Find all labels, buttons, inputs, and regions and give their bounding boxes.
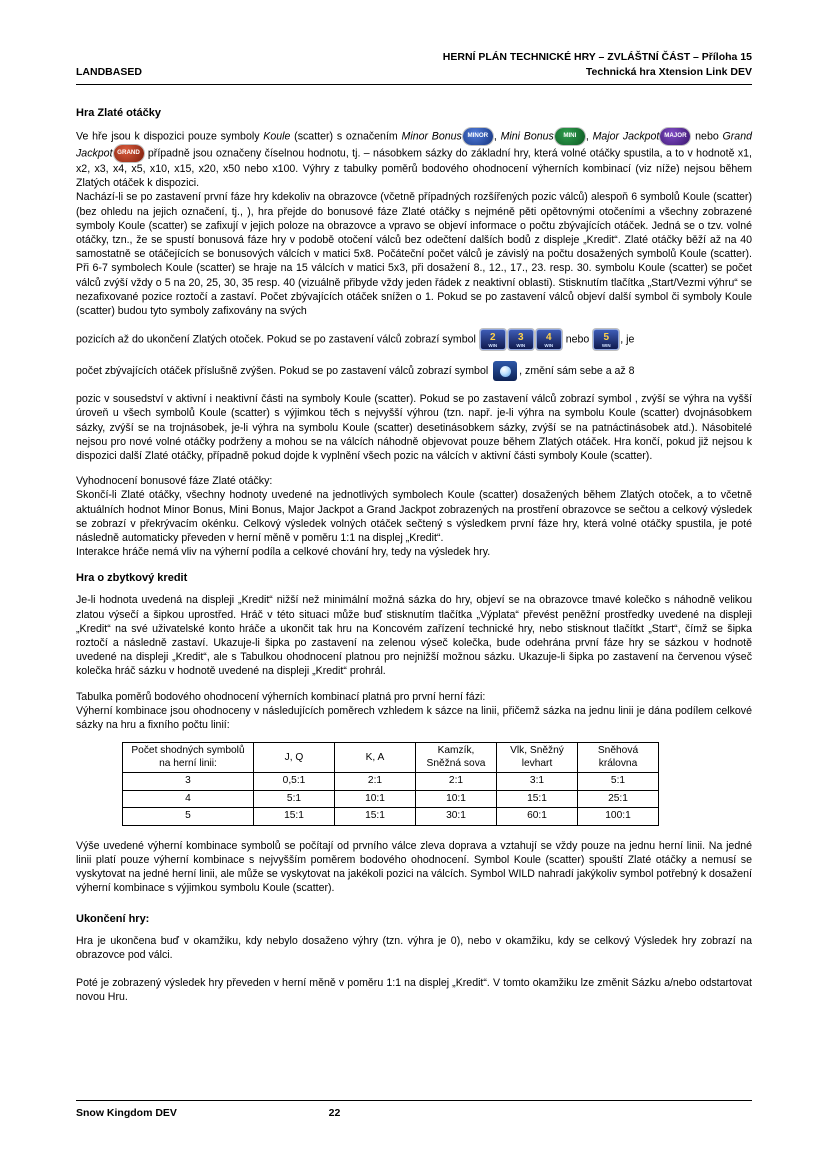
paragraph-residual-credit xyxy=(76,593,752,678)
p1-text-b: (scatter) s označením xyxy=(290,130,402,143)
p9-text: Je-li hodnota uvedená na displeji „Kredit“ nižší než minimální možná sázka do hry, objeví se na obrazovce tmavé kolečko s náhodně velikou zlatou výsečí a šipkou uprostřed. Hráč v této situaci může buď stisknutím tlačítka „Výplata“ převést peněžní prostředky uvedené na displeji „Kredit“ na své uživatelské konto hráče a ukončit tak hru na Koncovém zařízení technické hry, nebo stisknout tlačítkt „Start“, čímž se šipka roztočí a následně zastaví. Ukazuje-li šipka po zastavení na zelenou výseč kolečka, bude odehrána první fáze hry se sázkou v hodnotě uvedené na displeji „Kredit“, ale s Tabulkou ohodnocení platnou pro nejnižší možnou sázku. Ukazuje-li šipka po zastavení na červenou výseč kolečka hráč sázku v hodnotě uvedené na displeji „Kredit“ prohrál. xyxy=(76,594,752,678)
paytable-header-cell: Vlk, Sněžný levhart xyxy=(497,743,578,773)
paragraph-transfer-credit xyxy=(76,976,752,1004)
paytable-cell: 3:1 xyxy=(497,773,578,791)
paytable-header-cell: Kamzík, Sněžná sova xyxy=(416,743,497,773)
header-divider xyxy=(76,84,752,85)
paytable-cell: 10:1 xyxy=(416,790,497,808)
p1-text-d: , xyxy=(585,130,593,143)
p3-text-b: nebo xyxy=(562,333,593,346)
paragraph-player-interaction xyxy=(76,545,752,559)
p1-koule: Koule xyxy=(263,130,291,143)
paragraph-evaluation-heading xyxy=(76,474,752,488)
section-title-zlate-otacky: Hra Zlaté otáčky xyxy=(76,107,161,119)
paytable-cell: 10:1 xyxy=(335,790,416,808)
p1-text-c: , xyxy=(493,130,501,143)
paragraph-paytable-intro xyxy=(76,690,752,704)
paytable-cell: 2:1 xyxy=(416,773,497,791)
paytable-header-cell: J, Q xyxy=(254,743,335,773)
paytable-header-row xyxy=(123,743,659,773)
document-content xyxy=(76,50,752,1004)
p2-text: Nachází-li se po zastavení první fáze hry kdekoliv na obrazovce (včetně případných rozšířených pozic válců) alespoň 6 symbolů Koule (scatter) (bez ohledu na jejich označení, tj., ), hra přejde do bonusové fáze Zlaté otáčky s nejméně pěti opětovnými otočeními a všechny zobrazené symboly Koule (scatter) se zafixují v jejich poloze na obrazovce a vpravo se objeví informace o počtu zbývajících otáček. Jedná se o tzv. volné otáčky, tzn., že se spustí bonusová fáze hry v podobě otočení válců bez odečtení dalších bodů z displeje „Kredit“. Zlaté otáčky běží až na 40 samostatně se otáčejících se bonusových válcích v matici 5x8. Počáteční počet válců je závislý na počtu dosažených symbolů Koule (scatter). Při 6-7 symbolech Koule (scatter) se hraje na 15 válcích v matici 5x3, při dosažení 8., 12., 17., 23. resp. 30. symbolu Koule (scatter) se počet válců zvýší vždy o 5 na 20, 25, 30, 35 resp. 40 (vizuálně přibyde vždy jeden řádek z neaktivní oblasti). Stisknutím tlačítka „Start/Vezmi výhru“ se nezafixované pozice roztočí a zastaví. Počet zbývajících otáček snížen o 1. Pokud se po zastavení válců objeví další symbol či symboly Koule (scatter) budou tyto symboly zafixovány na svých xyxy=(76,191,752,318)
p1-grand-label: Grand Jackpot xyxy=(76,130,752,160)
p13-text: Hra je ukončena buď v okamžiku, kdy nebylo dosaženo výhry (tzn. výhra je 0), nebo v okamžiku, kdy se celkový Výsledek hry zobrazí na obrazovce pod válci. xyxy=(76,934,752,961)
paragraph-spreading-symbol xyxy=(76,361,752,381)
p5-text: pozic v sousedství v aktivní i neaktivní části na symboly Koule (scatter). Pokud se po zastavení válců zobrazí symbol , zvýší se výhra na vyšší úroveň u všech symbolů Koule (scatter) s výjimkou těch s nejvyšší výhrou (tzn. např. je-li výhra na symbolu Koule (scatter) dvojnásobkem sázky, zvýší se na trojnásobek, je-li výhra na symbolu Koule (scatter) desetinásobkem sázky, zvýší se na patnáctinásobek atd.). Násobitelé nejsou pro nové volné otáčky podrženy a mohou se na válcích náhodně objevovat pouze během Zlatých otáček. Hra končí, pokud již nejsou k dispozici další Zlaté otáčky, případně pokud dojde k vyplnění všech pozic na válcích v aktivní části symboly Koule (scatter). xyxy=(76,393,752,463)
paytable-cell: 4 xyxy=(123,790,254,808)
paytable-cell: 5:1 xyxy=(578,773,659,791)
table-row xyxy=(123,808,659,826)
plus4-win-icon: 4 WIN xyxy=(536,329,562,350)
header-title-line2: Technická hra Xtension Link DEV xyxy=(585,66,752,78)
table-row xyxy=(123,790,659,808)
paytable-header-cell: Sněhová královna xyxy=(578,743,659,773)
header-title-line1: HERNÍ PLÁN TECHNICKÉ HRY – ZVLÁŠTNÍ ČÁST – Příloha 15 xyxy=(442,51,752,63)
paytable-cell: 5:1 xyxy=(254,790,335,808)
paytable xyxy=(122,742,659,826)
paytable-cell: 30:1 xyxy=(416,808,497,826)
paytable-cell: 25:1 xyxy=(578,790,659,808)
p6-text: Vyhodnocení bonusové fáze Zlaté otáčky: xyxy=(76,475,273,488)
p1-minor-label: Minor Bonus xyxy=(401,130,462,143)
p1-text-a: Ve hře jsou k dispozici pouze symboly xyxy=(76,130,264,143)
paytable-cell: 100:1 xyxy=(578,808,659,826)
paytable-cell: 2:1 xyxy=(335,773,416,791)
p4-text-a: počet zbývajících otáček příslušně zvýšen. Pokud se po zastavení válců zobrazí symbol xyxy=(76,365,492,378)
p14-text: Poté je zobrazený výsledek hry převeden v herní měně v poměru 1:1 na displej „Kredit“. V tomto okamžiku lze změnit Sázku a/nebo odstartovat novou Hru. xyxy=(76,977,752,1004)
minor-bonus-icon: MINOR xyxy=(463,128,493,145)
section-title-ukonceni-hry: Ukončení hry: xyxy=(76,912,150,925)
mini-bonus-icon: MINI xyxy=(555,128,585,145)
paragraph-bonus-trigger xyxy=(76,190,752,318)
paytable-cell: 3 xyxy=(123,773,254,791)
header-left-label: LANDBASED xyxy=(76,66,142,78)
plus3-win-icon: 3 WIN xyxy=(508,329,534,350)
paragraph-combination-rules xyxy=(76,839,752,896)
p10-text: Tabulka poměrů bodového ohodnocení výherních kombinací platná pro první herní fázi: xyxy=(76,690,486,703)
plus2-win-icon: 2 WIN xyxy=(480,329,506,350)
p1-text-e: nebo xyxy=(691,130,723,143)
p3-text-c: , je xyxy=(620,333,635,346)
paytable-cell: 60:1 xyxy=(497,808,578,826)
paytable-cell: 15:1 xyxy=(335,808,416,826)
p4-text-b: , změní sám sebe a až 8 xyxy=(519,365,635,378)
paytable-header-cell: Počet shodných symbolů na herní linii: xyxy=(123,743,254,773)
section-title-zbytkovy-kredit: Hra o zbytkový kredit xyxy=(76,572,188,585)
footer-title: Snow Kingdom DEV xyxy=(76,1107,177,1119)
paragraph-evaluation-body xyxy=(76,488,752,545)
paragraph-multiplier-upgrade xyxy=(76,392,752,463)
paragraph-game-end xyxy=(76,934,752,962)
p1-major-label: Major Jackpot xyxy=(592,130,660,143)
plus5-win-icon: 5 WIN xyxy=(593,329,619,350)
p3-text-a: pozicích až do ukončení Zlatých otoček. Pokud se po zastavení válců zobrazí symbol xyxy=(76,333,479,346)
table-row xyxy=(123,773,659,791)
paytable-cell: 5 xyxy=(123,808,254,826)
major-jackpot-icon: MAJOR xyxy=(660,128,690,145)
p1-mini-label: Mini Bonus xyxy=(500,130,554,143)
paragraph-symbols-intro xyxy=(76,128,752,190)
p7-text: Skončí-li Zlaté otáčky, všechny hodnoty uvedené na jednotlivých symbolech Koule (scatter) dosažených během Zlatých otoček, a to včetně aktuálních hodnot Minor Bonus, Mini Bonus, Major Jackpot a Grand Jackpot zobrazených na prostření obrazovce se sečtou a celkový výsledek se zobrazí v překrývacím okénku. Celkový výsledek volných otáček sečtený s výsledkem první fáze hry, která volné otáčky spustila, je poté následně automaticky převeden v herní měně v poměru 1:1 na displej „Kredit“. xyxy=(76,489,752,545)
koule-scatter-icon xyxy=(493,361,517,381)
p1-text-f: případně jsou označeny číselnou hodnotu, tj. – násobkem sázky do základní hry, která volné otáčky spustila, a to v hodnotě x1, x2, x3, x4, x5, x10, x15, x20, x50 nebo x100. Výhry z tabulky poměrů bodového ohodnocení výherních kombinací (viz níže) nejsou během Zlatých otáček k dispozici. xyxy=(76,147,752,190)
grand-jackpot-icon: GRAND xyxy=(114,145,144,162)
document-header xyxy=(76,50,752,80)
footer-divider xyxy=(76,1100,752,1101)
paytable-cell: 0,5:1 xyxy=(254,773,335,791)
paytable-cell: 15:1 xyxy=(254,808,335,826)
p8-text: Interakce hráče nemá vliv na výherní podíla a celkové chování hry, tedy na výsledek hry. xyxy=(76,546,491,559)
p12-text: Výše uvedené výherní kombinace symbolů se počítají od prvního válce zleva doprava a vztahují se vždy pouze na jednu herní linii. Na jedné linii platí pouze výherní kombinace s nejvyšším poměrem bodového ohodnocení. Symbol Koule (scatter) spouští Zlaté otáčky a nemusí se vyskytovat na jedné herní linii, ale může se vyskytovat na jakékoli pozici na válcích. Symbol WILD nahradí jakýkoliv symbol potřebný k dosažení výherní kombinace s výjimkou symbolu Koule (scatter). xyxy=(76,839,752,895)
paragraph-line-bet xyxy=(76,704,752,732)
page-number: 22 xyxy=(328,1107,341,1119)
paytable-cell: 15:1 xyxy=(497,790,578,808)
document-footer xyxy=(76,1100,752,1119)
paragraph-fixed-positions xyxy=(76,329,752,350)
p11-text: Výherní kombinace jsou ohodnoceny v následujících poměrech vzhledem k sázce na linii, přičemž sázka na jednu linii je dána podílem celkové sázky na hru a fixního počtu linií: xyxy=(76,704,752,732)
paytable-header-cell: K, A xyxy=(335,743,416,773)
